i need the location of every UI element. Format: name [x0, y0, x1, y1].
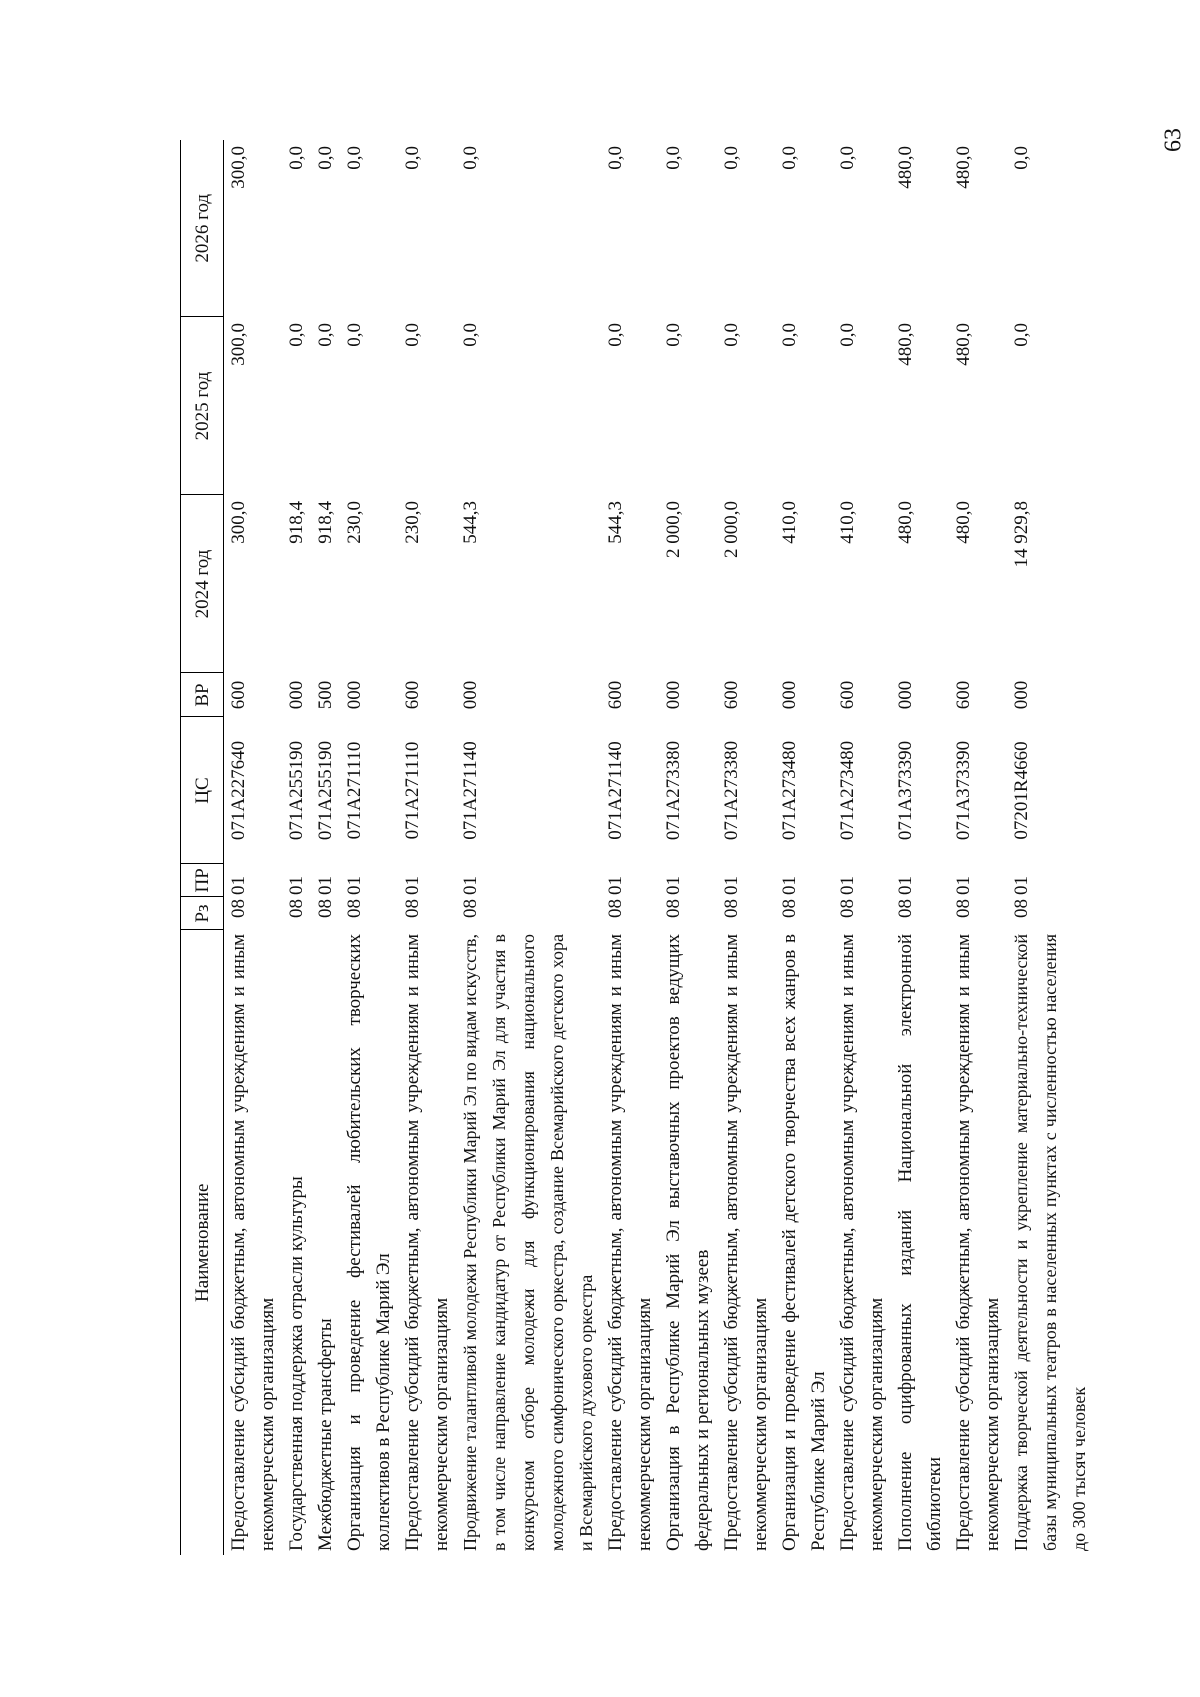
table-row	[949, 140, 1007, 1555]
table-row	[833, 140, 891, 1555]
row-2025: 0,0	[605, 323, 626, 347]
row-2024: 544,3	[460, 501, 481, 544]
row-name: Поддержка творческой деятельности и укрепление материально-технической базы муниципальных театров в населенных пунктах с численностью населения до 300 тысяч человек	[1011, 934, 1089, 1551]
row-vr: 000	[344, 680, 365, 710]
row-cs: 071A271110	[402, 741, 423, 840]
row-2024: 410,0	[779, 501, 800, 544]
row-name: Государственная поддержка отрасли культуры	[286, 1176, 307, 1551]
row-vr: 600	[721, 680, 742, 710]
row-pr: 01	[895, 876, 916, 895]
table-row	[456, 140, 601, 1555]
row-pr: 01	[344, 876, 365, 895]
row-2026: 0,0	[344, 146, 365, 170]
row-cs: 071A255190	[286, 740, 307, 841]
row-2025: 0,0	[402, 323, 423, 347]
table-row	[601, 140, 659, 1555]
header-2026: 2026 год	[181, 140, 224, 317]
row-2024: 918,4	[286, 501, 307, 544]
budget-table	[180, 140, 1094, 1555]
row-pr: 01	[779, 876, 800, 895]
row-vr: 000	[663, 680, 684, 710]
row-vr: 600	[837, 680, 858, 710]
table-row	[282, 140, 311, 1555]
row-pr: 01	[315, 876, 336, 895]
row-name: Предоставление субсидий бюджетным, автономным учреждениям и иным некоммерческим организациям	[953, 934, 1003, 1551]
row-name: Организация и проведение фестивалей любительских творческих коллективов в Республике Марий Эл	[344, 934, 394, 1551]
table-row	[1007, 140, 1094, 1555]
row-2024: 2 000,0	[721, 501, 742, 558]
row-name: Межбюджетные трансферты	[315, 1318, 336, 1551]
table-row	[340, 140, 398, 1555]
row-2025: 480,0	[953, 323, 974, 366]
header-2024: 2024 год	[181, 495, 224, 673]
row-vr: 000	[779, 680, 800, 710]
row-cs: 071A271110	[344, 741, 365, 840]
row-rz: 08	[953, 899, 974, 918]
row-rz: 08	[1011, 899, 1032, 918]
row-pr: 01	[837, 876, 858, 895]
row-cs: 071A271140	[460, 741, 481, 840]
row-2024: 300,0	[228, 501, 249, 544]
row-vr: 600	[402, 680, 423, 710]
row-vr: 500	[315, 680, 336, 710]
row-cs: 071A373390	[953, 740, 974, 841]
row-2024: 544,3	[605, 501, 626, 544]
header-pr: ПР	[181, 864, 224, 897]
row-vr: 600	[605, 680, 626, 710]
table-row	[717, 140, 775, 1555]
row-2024: 918,4	[315, 501, 336, 544]
table-row	[311, 140, 340, 1555]
row-pr: 01	[953, 876, 974, 895]
row-2024: 480,0	[953, 501, 974, 544]
row-2025: 0,0	[1011, 323, 1032, 347]
row-2025: 480,0	[895, 323, 916, 366]
row-cs: 071A271140	[605, 741, 626, 840]
row-rz: 08	[779, 899, 800, 918]
table-row	[224, 140, 283, 1555]
table-row	[775, 140, 833, 1555]
row-2025: 0,0	[315, 323, 336, 347]
row-rz: 08	[721, 899, 742, 918]
row-pr: 01	[1011, 876, 1032, 895]
row-rz: 08	[402, 899, 423, 918]
row-2026: 0,0	[721, 146, 742, 170]
table-row	[891, 140, 949, 1555]
header-name: Наименование	[181, 930, 224, 1555]
row-2026: 0,0	[1011, 146, 1032, 170]
row-rz: 08	[344, 899, 365, 918]
row-rz: 08	[286, 899, 307, 918]
rotated-table-container	[180, 140, 1089, 1555]
row-name: Предоставление субсидий бюджетным, автономным учреждениям и иным некоммерческим организациям	[402, 934, 452, 1551]
row-2026: 0,0	[605, 146, 626, 170]
row-2025: 300,0	[228, 323, 249, 366]
header-cs: ЦС	[181, 717, 224, 864]
row-2026: 0,0	[460, 146, 481, 170]
row-cs: 071A227640	[228, 740, 249, 841]
row-vr: 000	[286, 680, 307, 710]
row-2024: 14 929,8	[1011, 501, 1032, 568]
row-name: Предоставление субсидий бюджетным, автономным учреждениям и иным некоммерческим организациям	[605, 934, 655, 1551]
row-2026: 480,0	[895, 146, 916, 189]
row-name: Предоставление субсидий бюджетным, автономным учреждениям и иным некоммерческим организациям	[837, 934, 887, 1551]
table-row	[398, 140, 456, 1555]
row-cs: 071A373390	[895, 740, 916, 841]
row-2024: 2 000,0	[663, 501, 684, 558]
row-2025: 0,0	[344, 323, 365, 347]
row-name: Организация в Республике Марий Эл выставочных проектов ведущих федеральных и региональных музеев	[663, 934, 713, 1551]
row-vr: 600	[228, 680, 249, 710]
row-pr: 01	[228, 876, 249, 895]
row-2026: 300,0	[228, 146, 249, 189]
row-pr: 01	[721, 876, 742, 895]
row-rz: 08	[605, 899, 626, 918]
row-vr: 000	[895, 680, 916, 710]
row-2025: 0,0	[663, 323, 684, 347]
row-2025: 0,0	[837, 323, 858, 347]
row-vr: 000	[460, 680, 481, 710]
row-name: Организация и проведение фестивалей детского творчества всех жанров в Республике Марий Эл	[779, 934, 829, 1551]
row-2025: 0,0	[460, 323, 481, 347]
row-2025: 0,0	[286, 323, 307, 347]
row-vr: 000	[1011, 680, 1032, 710]
row-cs: 071A273480	[779, 740, 800, 841]
row-2026: 0,0	[286, 146, 307, 170]
row-2025: 0,0	[779, 323, 800, 347]
row-2026: 0,0	[779, 146, 800, 170]
row-2026: 480,0	[953, 146, 974, 189]
row-cs: 071A273480	[837, 740, 858, 841]
row-cs: 071A273380	[721, 740, 742, 841]
row-2026: 0,0	[837, 146, 858, 170]
row-2024: 230,0	[344, 501, 365, 544]
page-number: 63	[1160, 128, 1187, 152]
row-rz: 08	[837, 899, 858, 918]
row-vr: 600	[953, 680, 974, 710]
row-cs: 071A255190	[315, 740, 336, 841]
row-2026: 0,0	[663, 146, 684, 170]
row-2024: 230,0	[402, 501, 423, 544]
table-row	[659, 140, 717, 1555]
row-2024: 480,0	[895, 501, 916, 544]
row-name: Предоставление субсидий бюджетным, автономным учреждениям и иным некоммерческим организациям	[721, 934, 771, 1551]
header-2025: 2025 год	[181, 317, 224, 495]
row-rz: 08	[315, 899, 336, 918]
row-pr: 01	[663, 876, 684, 895]
row-pr: 01	[605, 876, 626, 895]
row-pr: 01	[402, 876, 423, 895]
row-cs: 07201R4660	[1011, 741, 1032, 840]
row-2026: 0,0	[402, 146, 423, 170]
row-name: Продвижение талантливой молодежи Республики Марий Эл по видам искусств, в том числе направление кандидатур от Республики Марий Эл для участия в конкурсном отборе молодежи для функционирования национального молодежного симфонического оркестра, создание Всемарийского детского хора и Всемарийского духового оркестра	[460, 934, 596, 1551]
row-2025: 0,0	[721, 323, 742, 347]
row-rz: 08	[895, 899, 916, 918]
row-rz: 08	[228, 899, 249, 918]
table-header-row	[181, 140, 224, 1555]
header-rz: Рз	[181, 897, 224, 930]
row-name: Пополнение оцифрованных изданий Национальной электронной библиотеки	[895, 934, 945, 1551]
header-vr: ВР	[181, 673, 224, 717]
row-name: Предоставление субсидий бюджетным, автономным учреждениям и иным некоммерческим организациям	[228, 934, 278, 1551]
row-pr: 01	[286, 876, 307, 895]
row-cs: 071A273380	[663, 740, 684, 841]
row-rz: 08	[663, 899, 684, 918]
row-pr: 01	[460, 876, 481, 895]
row-2026: 0,0	[315, 146, 336, 170]
row-2024: 410,0	[837, 501, 858, 544]
row-rz: 08	[460, 899, 481, 918]
